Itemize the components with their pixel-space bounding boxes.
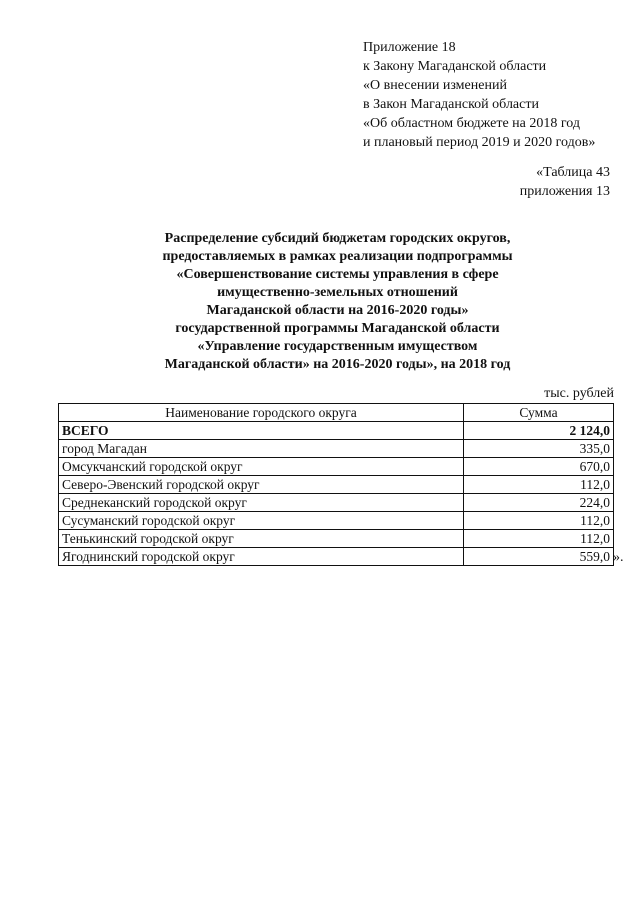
table-reference xyxy=(520,163,610,201)
district-name: Омсукчанский городской округ xyxy=(59,458,464,476)
annex-line: «О внесении изменений xyxy=(363,78,507,93)
title-line: Магаданской области» на 2016-2020 годы», на 2018 год xyxy=(164,357,511,372)
title-line: предоставляемых в рамках реализации подпрограммы xyxy=(162,249,513,264)
district-name: Северо-Эвенский городской округ xyxy=(59,476,464,494)
table-row xyxy=(59,440,614,458)
units-label: тыс. рублей xyxy=(544,386,614,401)
annex-line: в Закон Магаданской области xyxy=(363,97,539,112)
closing-quote-mark: ». xyxy=(613,550,624,565)
table-row xyxy=(59,512,614,530)
subsidy-table xyxy=(58,403,614,566)
table-row xyxy=(59,476,614,494)
table-header-row xyxy=(59,404,614,422)
district-name: Сусуманский городской округ xyxy=(59,512,464,530)
title-line: Магаданской области на 2016-2020 годы» xyxy=(206,303,469,318)
annex-line: «Об областном бюджете на 2018 год xyxy=(363,116,580,131)
annex-line: Приложение 18 xyxy=(363,40,456,55)
district-name: Тенькинский городской округ xyxy=(59,530,464,548)
annex-line: к Закону Магаданской области xyxy=(363,59,547,74)
table-row xyxy=(59,458,614,476)
annex-block xyxy=(363,38,595,152)
district-amount: 559,0 xyxy=(464,548,614,566)
district-amount: 112,0 xyxy=(464,476,614,494)
title-line: государственной программы Магаданской области xyxy=(175,321,500,336)
annex-line: и плановый период 2019 и 2020 годов» xyxy=(363,135,596,150)
total-row xyxy=(59,422,614,440)
district-name: город Магадан xyxy=(59,440,464,458)
title-line: Распределение субсидий бюджетам городских округов, xyxy=(164,231,511,246)
table-row xyxy=(59,530,614,548)
title-line: «Управление государственным имуществом xyxy=(197,339,478,354)
header-name: Наименование городского округа xyxy=(59,404,464,422)
table-reference-line: «Таблица 43 xyxy=(536,165,610,180)
district-amount: 112,0 xyxy=(464,530,614,548)
total-label: ВСЕГО xyxy=(59,422,464,440)
district-amount: 112,0 xyxy=(464,512,614,530)
title-line: имущественно-земельных отношений xyxy=(217,285,458,300)
document-title xyxy=(110,230,565,374)
table-row xyxy=(59,548,614,566)
title-line: «Совершенствование системы управления в сфере xyxy=(176,267,499,282)
district-amount: 670,0 xyxy=(464,458,614,476)
district-amount: 224,0 xyxy=(464,494,614,512)
total-amount: 2 124,0 xyxy=(464,422,614,440)
header-sum: Сумма xyxy=(464,404,614,422)
district-name: Ягоднинский городской округ xyxy=(59,548,464,566)
table-reference-line: приложения 13 xyxy=(519,184,610,199)
table-row xyxy=(59,494,614,512)
district-amount: 335,0 xyxy=(464,440,614,458)
district-name: Среднеканский городской округ xyxy=(59,494,464,512)
